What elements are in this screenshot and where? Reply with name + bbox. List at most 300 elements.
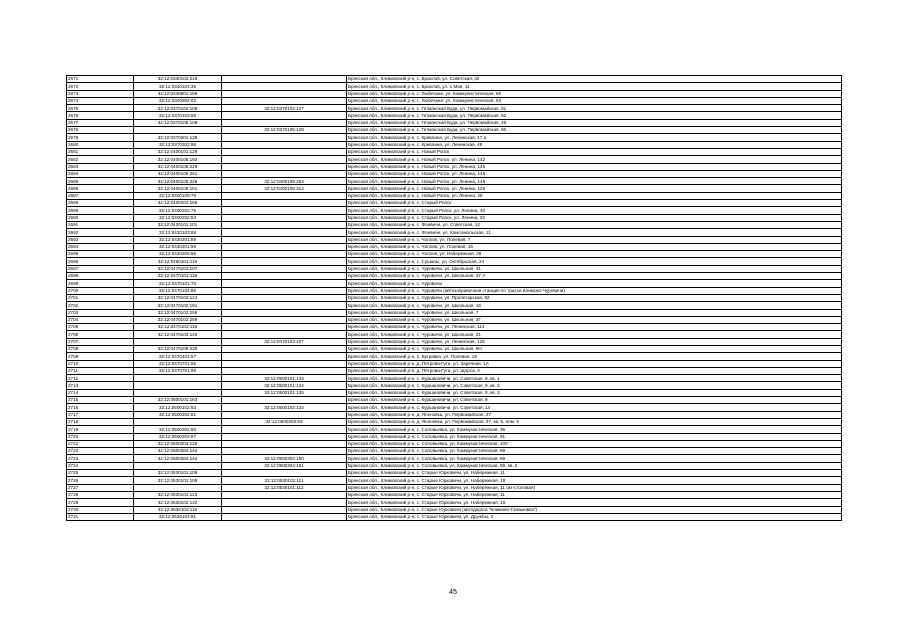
cadastral-number-cell: 32:12:0370301:138 xyxy=(134,134,222,141)
row-number-cell: 2729 xyxy=(67,499,134,506)
address-cell: Брянская обл., Климовский р-н, с. Сушаны, ул. Октябрьская, 24 xyxy=(347,258,842,265)
address-cell: Брянская обл., Климовский р-н, с. Соловьевка, ул. Коммунистическая, 89, кв. 2 xyxy=(347,462,842,469)
page-number: 45 xyxy=(449,589,457,596)
row-number-cell: 2697 xyxy=(67,265,134,272)
cadastral-number-cell: 32:12:0470106:230 xyxy=(134,345,222,352)
row-number-cell: 2672 xyxy=(67,83,134,90)
address-cell: Брянская обл., Климовский р-н, с. Куршановичи, ул. Советская, 9, кв. 3 xyxy=(347,389,842,396)
cadastral-number-cell: 32:12:0500302:60 xyxy=(134,426,222,433)
row-number-cell: 2723 xyxy=(67,455,134,462)
address-cell: Брянская обл., Климовский р-н, с. Чуровичи, ул. Ленинская, 114 xyxy=(347,324,842,331)
related-cadastral-number-cell xyxy=(222,367,347,374)
row-number-cell: 2730 xyxy=(67,506,134,513)
address-cell: Брянская обл., Климовский р-н, с. Соловьевка, ул. Коммунистическая, 89 xyxy=(347,455,842,462)
related-cadastral-number-cell xyxy=(222,236,347,243)
related-cadastral-number-cell xyxy=(222,156,347,163)
related-cadastral-number-cell xyxy=(222,214,347,221)
related-cadastral-number-cell: 32:12:0530101:111 xyxy=(222,477,347,484)
row-number-cell: 2685 xyxy=(67,178,134,185)
table-row xyxy=(67,90,842,97)
table-row xyxy=(67,287,842,294)
table-row xyxy=(67,207,842,214)
table-row xyxy=(67,440,842,447)
cadastral-number-cell: 32:12:0340802:63 xyxy=(134,97,222,104)
related-cadastral-number-cell xyxy=(222,134,347,141)
cadastral-number-cell: 32:12:0370302:86 xyxy=(134,141,222,148)
table-row xyxy=(67,331,842,338)
table-row xyxy=(67,83,842,90)
cadastral-number-cell: 32:12:0470104:86 xyxy=(134,287,222,294)
document-table xyxy=(66,75,842,521)
table-row xyxy=(67,353,842,360)
row-number-cell: 2711 xyxy=(67,367,134,374)
table-row xyxy=(67,105,842,112)
row-number-cell: 2673 xyxy=(67,90,134,97)
row-number-cell: 2707 xyxy=(67,338,134,345)
row-number-cell: 2716 xyxy=(67,404,134,411)
cadastral-number-cell: 32:12:0470101:70 xyxy=(134,280,222,287)
address-cell: Брянская обл., Климовский р-н, с. Старый Ропск xyxy=(347,200,842,207)
related-cadastral-number-cell xyxy=(222,119,347,126)
row-number-cell: 2692 xyxy=(67,229,134,236)
row-number-cell: 2686 xyxy=(67,185,134,192)
related-cadastral-number-cell xyxy=(222,76,347,83)
cadastral-number-cell: 32:12:0470102:191 xyxy=(134,302,222,309)
cadastral-number-cell: 32:12:0400202:93 xyxy=(134,214,222,221)
table-row xyxy=(67,273,842,280)
table-row xyxy=(67,280,842,287)
row-number-cell: 2717 xyxy=(67,411,134,418)
related-cadastral-number-cell xyxy=(222,294,347,301)
cadastral-number-cell: 32:12:0530102:132 xyxy=(134,499,222,506)
row-number-cell: 2679 xyxy=(67,134,134,141)
row-number-cell: 2731 xyxy=(67,513,134,520)
address-cell: Брянская обл., Климовский р-н, с. Чуровичи, ул. Школьная, 16 xyxy=(347,302,842,309)
address-cell: Брянская обл., Климовский р-н, с. Любечане, ул. Коммунистическая, 56 xyxy=(347,90,842,97)
related-cadastral-number-cell: 32:12:0500101:135 xyxy=(222,389,347,396)
related-cadastral-number-cell xyxy=(222,258,347,265)
cadastral-number-cell: 32:12:0400202:75 xyxy=(134,207,222,214)
table-row xyxy=(67,433,842,440)
related-cadastral-number-cell xyxy=(222,506,347,513)
table-row xyxy=(67,491,842,498)
cadastral-number-cell: 32:12:0470101:118 xyxy=(134,273,222,280)
related-cadastral-number-cell xyxy=(222,148,347,155)
table-row xyxy=(67,134,842,141)
address-cell: Брянская обл., Климовский р-н, с. Чуровичи xyxy=(347,280,842,287)
cadastral-number-cell: 32:12:0530101:108 xyxy=(134,477,222,484)
table-row xyxy=(67,484,842,491)
related-cadastral-number-cell xyxy=(222,513,347,520)
table-row xyxy=(67,141,842,148)
row-number-cell: 2677 xyxy=(67,119,134,126)
address-cell: Брянская обл., Климовский р-н, с. Новый Ропск, ул. Ленина, 126 xyxy=(347,185,842,192)
cadastral-number-cell: 32:12:0470102:259 xyxy=(134,316,222,323)
table-row xyxy=(67,309,842,316)
row-number-cell: 2705 xyxy=(67,324,134,331)
row-number-cell: 2684 xyxy=(67,170,134,177)
related-cadastral-number-cell xyxy=(222,251,347,258)
table-row xyxy=(67,418,842,425)
related-cadastral-number-cell xyxy=(222,273,347,280)
cadastral-number-cell xyxy=(134,484,222,491)
address-cell: Брянская обл., Климовский р-н, с. Новый Ропск, ул. Ленина, 145 xyxy=(347,178,842,185)
related-cadastral-number-cell xyxy=(222,353,347,360)
related-cadastral-number-cell: 32:12:0500101:133 xyxy=(222,375,347,382)
related-cadastral-number-cell: 32:12:0400108:312 xyxy=(222,185,347,192)
row-number-cell: 2712 xyxy=(67,375,134,382)
address-cell: Брянская обл., Климовский р-н, с. Фоевичи, ул. Комсомольская, 11 xyxy=(347,229,842,236)
related-cadastral-number-cell xyxy=(222,265,347,272)
row-number-cell: 2714 xyxy=(67,389,134,396)
row-number-cell: 2674 xyxy=(67,97,134,104)
related-cadastral-number-cell xyxy=(222,397,347,404)
related-cadastral-number-cell xyxy=(222,97,347,104)
table-row xyxy=(67,338,842,345)
table-row xyxy=(67,185,842,192)
table-row xyxy=(67,170,842,177)
row-number-cell: 2689 xyxy=(67,207,134,214)
table-row xyxy=(67,411,842,418)
table-row xyxy=(67,97,842,104)
row-number-cell: 2690 xyxy=(67,214,134,221)
address-cell: Брянская обл., Климовский р-н, с. Старый Ропск, ул. Ленина, 33 xyxy=(347,214,842,221)
address-cell: Брянская обл., Климовский р-н, с. Чуровичи (автозаправочная станция по трассе Климово-Чуровичи) xyxy=(347,287,842,294)
cadastral-number-cell xyxy=(134,375,222,382)
address-cell: Брянская обл., Климовский р-н, с. Соловьевка, ул. Коммунистическая, 100 xyxy=(347,440,842,447)
related-cadastral-number-cell: 32:12:0500304:151 xyxy=(222,462,347,469)
address-cell: Брянская обл., Климовский р-н, с. Гетманская Буда, ул. Первомайская, 25 xyxy=(347,119,842,126)
row-number-cell: 2688 xyxy=(67,200,134,207)
cadastral-number-cell xyxy=(134,418,222,425)
table-row xyxy=(67,477,842,484)
row-number-cell: 2699 xyxy=(67,280,134,287)
row-number-cell: 2701 xyxy=(67,294,134,301)
related-cadastral-number-cell xyxy=(222,440,347,447)
cadastral-number-cell xyxy=(134,127,222,134)
related-cadastral-number-cell xyxy=(222,229,347,236)
cadastral-number-cell: 32:12:0340801:196 xyxy=(134,90,222,97)
cadastral-number-cell: 32:12:0400105:193 xyxy=(134,156,222,163)
related-cadastral-number-cell xyxy=(222,411,347,418)
address-cell: Брянская обл., Климовский р-н, с. Новый Ропск, ул. Ленина, 28 xyxy=(347,192,842,199)
table-row xyxy=(67,345,842,352)
row-number-cell: 2709 xyxy=(67,353,134,360)
address-cell: Брянская обл., Климовский р-н, с. Старые Юрковичи, ул. Набережная, 11 (из-столовая) xyxy=(347,484,842,491)
address-cell: Брянская обл., Климовский р-н, с. Чуровичи, ул. Пролетарская, 92 xyxy=(347,294,842,301)
address-cell: Брянская обл., Климовский р-н, с. Чуровичи, ул. Школьная, 7 xyxy=(347,309,842,316)
address-cell: Брянская обл., Климовский р-н, с. Соловьевка, ул. Коммунистическая, 91 xyxy=(347,433,842,440)
related-cadastral-number-cell xyxy=(222,192,347,199)
address-cell: Брянская обл., Климовский р-н, с. Чуровичи, ул. Ленинская, 126 xyxy=(347,338,842,345)
table-row xyxy=(67,214,842,221)
related-cadastral-number-cell xyxy=(222,491,347,498)
related-cadastral-number-cell xyxy=(222,200,347,207)
related-cadastral-number-cell xyxy=(222,141,347,148)
cadastral-number-cell: 32:12:0470101:107 xyxy=(134,265,222,272)
table-row xyxy=(67,382,842,389)
address-cell: Брянская обл., Климовский р-н, с. Чуровичи, ул. Школьная, 41 xyxy=(347,265,842,272)
related-cadastral-number-cell: 32:12:0470103:207 xyxy=(222,338,347,345)
row-number-cell: 2725 xyxy=(67,470,134,477)
row-number-cell: 2696 xyxy=(67,258,134,265)
address-cell: Брянская обл., Климовский р-н, с. Новый Ропск, ул. Ленина, 145 xyxy=(347,170,842,177)
address-cell: Брянская обл., Климовский р-н, с. Старые Юрковичи (автодорога "Климово-Семьковка") xyxy=(347,506,842,513)
table-row xyxy=(67,462,842,469)
address-cell: Брянская обл., Климовский р-н, с. Куршановичи, ул. Советская, 9, кв. 1 xyxy=(347,375,842,382)
cadastral-number-cell: 32:12:0500202:81 xyxy=(134,411,222,418)
cadastral-number-cell xyxy=(134,389,222,396)
table-row xyxy=(67,397,842,404)
table-row xyxy=(67,426,842,433)
cadastral-number-cell: 32:12:0530103:116 xyxy=(134,506,222,513)
table-row xyxy=(67,200,842,207)
table-row xyxy=(67,163,842,170)
address-cell: Брянская обл., Климовский р-н, с. Гетманская Буда, ул. Первомайская, 80 xyxy=(347,127,842,134)
address-cell: Брянская обл., Климовский р-н, с. Чуровичи, ул. Школьная, 8Н xyxy=(347,345,842,352)
table-row xyxy=(67,229,842,236)
table-row xyxy=(67,470,842,477)
address-cell: Брянская обл., Климовский р-н, с. Чолхов, ул. Набережная, 26 xyxy=(347,251,842,258)
related-cadastral-number-cell xyxy=(222,221,347,228)
table-row xyxy=(67,506,842,513)
address-cell: Брянская обл., Климовский р-н, с. Чуровичи, ул. Школьная, 21 xyxy=(347,331,842,338)
address-cell: Брянская обл., Климовский р-н, с. Старые Юрковичи, ул. Набережная, 11 xyxy=(347,491,842,498)
address-cell: Брянская обл., Климовский р-н, с. Старые Юрковичи, ул. Набережная, 10 xyxy=(347,499,842,506)
cadastral-number-cell: 32:12:0400109:76 xyxy=(134,192,222,199)
related-cadastral-number-cell xyxy=(222,499,347,506)
cadastral-number-cell: 32:12:0400101:129 xyxy=(134,148,222,155)
cadastral-number-cell: 32:12:0420103:68 xyxy=(134,229,222,236)
related-cadastral-number-cell xyxy=(222,83,347,90)
related-cadastral-number-cell: 32:12:0500102:134 xyxy=(222,404,347,411)
row-number-cell: 2683 xyxy=(67,163,134,170)
address-cell: Брянская обл., Климовский р-н, с. Старые Юрковичи, ул. Дружбы, 3 xyxy=(347,513,842,520)
address-cell: Брянская обл., Климовский р-н, д. Ясеновка, ул. Первомайская, 37 xyxy=(347,411,842,418)
row-number-cell: 2671 xyxy=(67,76,134,83)
table-row xyxy=(67,221,842,228)
row-number-cell: 2726 xyxy=(67,477,134,484)
cadastral-number-cell: 32:12:0470401:57 xyxy=(134,353,222,360)
cadastral-number-cell: 32:12:0430201:98 xyxy=(134,243,222,250)
cadastral-number-cell: 32:12:0370105:108 xyxy=(134,119,222,126)
related-cadastral-number-cell xyxy=(222,316,347,323)
related-cadastral-number-cell xyxy=(222,426,347,433)
cadastral-number-cell: 32:12:0400108:181 xyxy=(134,185,222,192)
row-number-cell: 2728 xyxy=(67,491,134,498)
table-row xyxy=(67,178,842,185)
related-cadastral-number-cell: 32:12:0500101:134 xyxy=(222,382,347,389)
address-cell: Брянская обл., Климовский р-н, с. Новый Ропск, ул. Ленина, 145 xyxy=(347,163,842,170)
cadastral-number-cell: 32:12:0470102:124 xyxy=(134,294,222,301)
related-cadastral-number-cell: 32:12:0370102:127 xyxy=(222,105,347,112)
related-cadastral-number-cell xyxy=(222,280,347,287)
row-number-cell: 2710 xyxy=(67,360,134,367)
cadastral-number-cell: 32:12:0420101:101 xyxy=(134,221,222,228)
row-number-cell: 2680 xyxy=(67,141,134,148)
cadastral-number-cell: 32:12:0470103:145 xyxy=(134,331,222,338)
related-cadastral-number-cell xyxy=(222,302,347,309)
cadastral-number-cell: 32:12:0500302:87 xyxy=(134,433,222,440)
address-cell: Брянская обл., Климовский р-н, с. Чолхов, ул. Попевая, 7 xyxy=(347,236,842,243)
row-number-cell: 2695 xyxy=(67,251,134,258)
row-number-cell: 2678 xyxy=(67,127,134,134)
row-number-cell: 2676 xyxy=(67,112,134,119)
row-number-cell: 2706 xyxy=(67,331,134,338)
row-number-cell: 2718 xyxy=(67,418,134,425)
related-cadastral-number-cell xyxy=(222,331,347,338)
table-row xyxy=(67,243,842,250)
related-cadastral-number-cell xyxy=(222,207,347,214)
address-cell: Брянская обл., Климовский р-н, с. Кревлина, ул. Ленинская, 17 а xyxy=(347,134,842,141)
table-row xyxy=(67,127,842,134)
row-number-cell: 2682 xyxy=(67,156,134,163)
cadastral-number-cell: 32:12:0470701:98 xyxy=(134,367,222,374)
table-row xyxy=(67,375,842,382)
address-cell: Брянская обл., Климовский р-н, д. Петрова-Гута, ул. Щорса, 3 xyxy=(347,367,842,374)
table-row xyxy=(67,448,842,455)
address-cell: Брянская обл., Климовский р-н, с. Чуровичи, ул. Школьная, 37 А xyxy=(347,273,842,280)
address-cell: Брянская обл., Климовский р-н, с. Куршановичи, ул. Советская, 14 xyxy=(347,404,842,411)
row-number-cell: 2703 xyxy=(67,309,134,316)
row-number-cell: 2694 xyxy=(67,243,134,250)
related-cadastral-number-cell xyxy=(222,243,347,250)
cadastral-number-cell: 32:12:0400105:226 xyxy=(134,178,222,185)
cadastral-number-cell: 32:12:0500101:163 xyxy=(134,397,222,404)
table-row xyxy=(67,404,842,411)
address-cell: Брянская обл., Климовский р-н, с. Новый Ропск xyxy=(347,148,842,155)
related-cadastral-number-cell xyxy=(222,470,347,477)
related-cadastral-number-cell xyxy=(222,324,347,331)
cadastral-number-cell: 32:12:0400106:228 xyxy=(134,163,222,170)
address-cell: Брянская обл., Климовский р-н, д. Петрова-Гута, ул. Заречная, 1А xyxy=(347,360,842,367)
cadastral-number-cell xyxy=(134,382,222,389)
address-cell: Брянская обл., Климовский р-н, с. Соловьевка, ул. Коммунистическая, 35 xyxy=(347,426,842,433)
cadastral-number-cell: 32:12:0450101:119 xyxy=(134,258,222,265)
table-row xyxy=(67,148,842,155)
table-row xyxy=(67,258,842,265)
cadastral-number-cell: 32:12:0340103:216 xyxy=(134,76,222,83)
cadastral-number-cell: 32:12:0400201:168 xyxy=(134,200,222,207)
table-row xyxy=(67,236,842,243)
row-number-cell: 2704 xyxy=(67,316,134,323)
table-row xyxy=(67,360,842,367)
row-number-cell: 2721 xyxy=(67,440,134,447)
address-cell: Брянская обл., Климовский р-н, с. Чуровичи, ул. Школьная, 2Г xyxy=(347,316,842,323)
cadastral-number-cell: 32:12:0500304:142 xyxy=(134,455,222,462)
table-row xyxy=(67,455,842,462)
related-cadastral-number-cell xyxy=(222,433,347,440)
address-cell: Брянская обл., Климовский р-н, с. Гетманская Буда, ул. Первомайская, 81 xyxy=(347,105,842,112)
table-row xyxy=(67,513,842,520)
cadastral-number-cell: 32:12:0500102:63 xyxy=(134,404,222,411)
row-number-cell: 2693 xyxy=(67,236,134,243)
row-number-cell: 2702 xyxy=(67,302,134,309)
address-cell: Брянская обл., Климовский р-н, с. Куршановичи, ул. Советская, 9, кв. 2 xyxy=(347,382,842,389)
document-table-body xyxy=(67,76,842,521)
cadastral-number-cell: 32:12:0370103:89 xyxy=(134,112,222,119)
related-cadastral-number-cell xyxy=(222,90,347,97)
cadastral-number-cell: 32:12:0340104:35 xyxy=(134,83,222,90)
cadastral-number-cell: 32:12:0470103:118 xyxy=(134,324,222,331)
table-row xyxy=(67,251,842,258)
address-cell: Брянская обл., Климовский р-н, с. Старый Ропск, ул. Ленина, 43 xyxy=(347,207,842,214)
row-number-cell: 2720 xyxy=(67,433,134,440)
cadastral-number-cell: 32:12:0530101:108 xyxy=(134,470,222,477)
cadastral-number-cell: 32:12:0530101:123 xyxy=(134,491,222,498)
related-cadastral-number-cell: 32:12:0530101:112 xyxy=(222,484,347,491)
table-row xyxy=(67,265,842,272)
related-cadastral-number-cell xyxy=(222,345,347,352)
row-number-cell: 2698 xyxy=(67,273,134,280)
cadastral-number-cell: 32:12:0470701:95 xyxy=(134,360,222,367)
related-cadastral-number-cell xyxy=(222,287,347,294)
related-cadastral-number-cell xyxy=(222,360,347,367)
table-row xyxy=(67,112,842,119)
address-cell: Брянская обл., Климовский р-н, с. Куршановичи, ул. Советская, 9 xyxy=(347,397,842,404)
row-number-cell: 2691 xyxy=(67,221,134,228)
cadastral-number-cell xyxy=(134,338,222,345)
table-row xyxy=(67,76,842,83)
table-row xyxy=(67,316,842,323)
address-cell: Брянская обл., Климовский р-н, с. Соловьевка, ул. Коммунистическая, 89 xyxy=(347,448,842,455)
table-row xyxy=(67,119,842,126)
address-cell: Брянская обл., Климовский р-н, с. Любечане, ул. Коммунистическая, 53 xyxy=(347,97,842,104)
related-cadastral-number-cell xyxy=(222,163,347,170)
row-number-cell: 2713 xyxy=(67,382,134,389)
address-cell: Брянская обл., Климовский р-н, с. Старые Юрковичи, ул. Набережная, 11 xyxy=(347,470,842,477)
related-cadastral-number-cell: 32:12:0500202:83 xyxy=(222,418,347,425)
table-row xyxy=(67,294,842,301)
row-number-cell: 2675 xyxy=(67,105,134,112)
cadastral-number-cell: 32:12:0430206:56 xyxy=(134,251,222,258)
cadastral-number-cell: 32:12:0470102:256 xyxy=(134,309,222,316)
cadastral-number-cell: 32:12:0370102:108 xyxy=(134,105,222,112)
row-number-cell: 2719 xyxy=(67,426,134,433)
address-cell: Брянская обл., Климовский р-н, д. Ясеновка, ул. Первомайская, 37, кв. 5, пом. 5 xyxy=(347,418,842,425)
row-number-cell: 2681 xyxy=(67,148,134,155)
row-number-cell: 2700 xyxy=(67,287,134,294)
table-row xyxy=(67,389,842,396)
table-row xyxy=(67,192,842,199)
related-cadastral-number-cell xyxy=(222,112,347,119)
row-number-cell: 2687 xyxy=(67,192,134,199)
address-cell: Брянская обл., Климовский р-н, с. Чолхов, ул. Попевая, 15 xyxy=(347,243,842,250)
cadastral-number-cell: 32:12:0400106:251 xyxy=(134,170,222,177)
cadastral-number-cell: 32:12:0500304:129 xyxy=(134,440,222,447)
table-row xyxy=(67,302,842,309)
address-cell: Брянская обл., Климовский р-н, с. Новый Ропск, ул. Ленина, 142 xyxy=(347,156,842,163)
table-row xyxy=(67,324,842,331)
address-cell: Брянская обл., Климовский р-н, с. Кревлина, ул. Ленинская, 48 xyxy=(347,141,842,148)
address-cell: Брянская обл., Климовский р-н, с. Старые Юрковичи, ул. Набережная, 18 xyxy=(347,477,842,484)
cadastral-number-cell xyxy=(134,462,222,469)
address-cell: Брянская обл., Климовский р-н, с. Брахлов, ул. 1 Мая, 11 xyxy=(347,83,842,90)
related-cadastral-number-cell xyxy=(222,309,347,316)
address-cell: Брянская обл., Климовский р-н, с. Гетманская Буда, ул. Первомайская, 82 xyxy=(347,112,842,119)
related-cadastral-number-cell xyxy=(222,170,347,177)
row-number-cell: 2722 xyxy=(67,448,134,455)
table-row xyxy=(67,156,842,163)
row-number-cell: 2708 xyxy=(67,345,134,352)
row-number-cell: 2715 xyxy=(67,397,134,404)
related-cadastral-number-cell: 32:12:0370105:128 xyxy=(222,127,347,134)
table-row xyxy=(67,367,842,374)
related-cadastral-number-cell xyxy=(222,448,347,455)
cadastral-number-cell: 32:12:0500304:142 xyxy=(134,448,222,455)
related-cadastral-number-cell: 32:12:0400105:253 xyxy=(222,178,347,185)
related-cadastral-number-cell: 32:12:0500304:150 xyxy=(222,455,347,462)
